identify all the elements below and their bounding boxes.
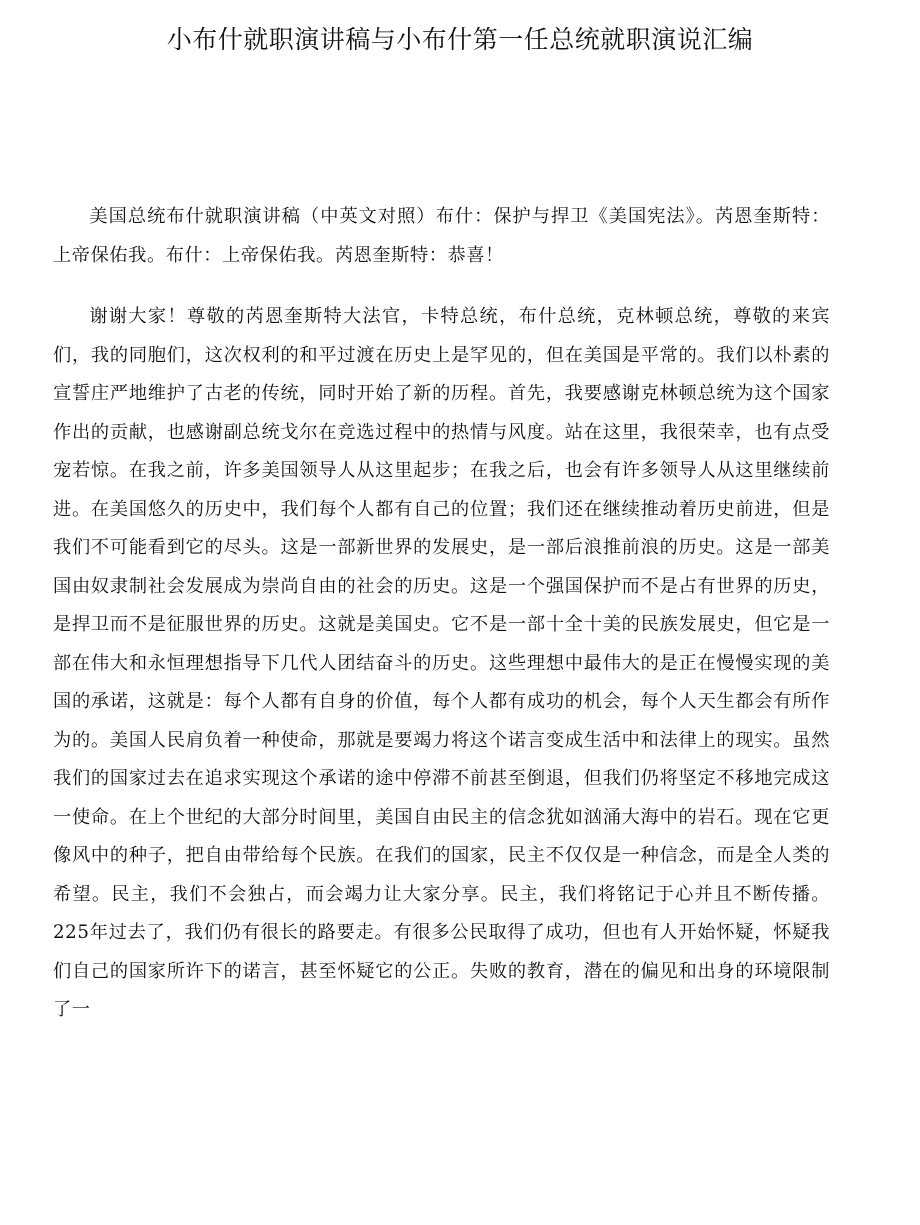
paragraph-intro: 美国总统布什就职演讲稿（中英文对照）布什：保护与捍卫《美国宪法》。芮恩奎斯特：上帝保佑我。布什：上帝保佑我。芮恩奎斯特：恭喜！: [53, 206, 830, 266]
document-title: 小布什就职演讲稿与小布什第一任总统就职演说汇编: [166, 25, 754, 54]
paragraph-speech-body: 谢谢大家！尊敬的芮恩奎斯特大法官，卡特总统，布什总统，克林顿总统，尊敬的来宾们，我的同胞们，这次权利的和平过渡在历史上是罕见的，但在美国是平常的。我们以朴素的宣誓庄严地维护了古老的传统，同时开始了新的历程。首先，我要感谢克林顿总统为这个国家作出的贡献，也感谢副总统戈尔在竞选过程中的热情与风度。站在这里，我很荣幸，也有点受宠若惊。在我之前，许多美国领导人从这里起步；在我之后，也会有许多领导人从这里继续前进。在美国悠久的历史中，我们每个人都有自己的位置；我们还在继续推动着历史前进，但是我们不可能看到它的尽头。这是一部新世界的发展史，是一部后浪推前浪的历史。这是一部美国由奴隶制社会发展成为崇尚自由的社会的历史。这是一个强国保护而不是占有世界的历史，是捍卫而不是征服世界的历史。这就是美国史。它不是一部十全十美的民族发展史，但它是一部在伟大和永恒理想指导下几代人团结奋斗的历史。这些理想中最伟大的是正在慢慢实现的美国的承诺，这就是：每个人都有自身的价值，每个人都有成功的机会，每个人天生都会有所作为的。美国人民肩负着一种使命，那就是要竭力将这个诺言变成生活中和法律上的现实。虽然我们的国家过去在追求实现这个承诺的途中停滞不前甚至倒退，但我们仍将坚定不移地完成这一使命。在上个世纪的大部分时间里，美国自由民主的信念犹如汹涌大海中的岩石。现在它更像风中的种子，把自由带给每个民族。在我们的国家，民主不仅仅是一种信念，而是全人类的希望。民主，我们不会独占，而会竭力让大家分享。民主，我们将铭记于心并且不断传播。225年过去了，我们仍有很长的路要走。有很多公民取得了成功，但也有人开始怀疑，怀疑我们自己的国家所许下的诺言，甚至怀疑它的公正。失败的教育，潜在的偏见和出身的环境限制了一: [53, 306, 830, 1020]
